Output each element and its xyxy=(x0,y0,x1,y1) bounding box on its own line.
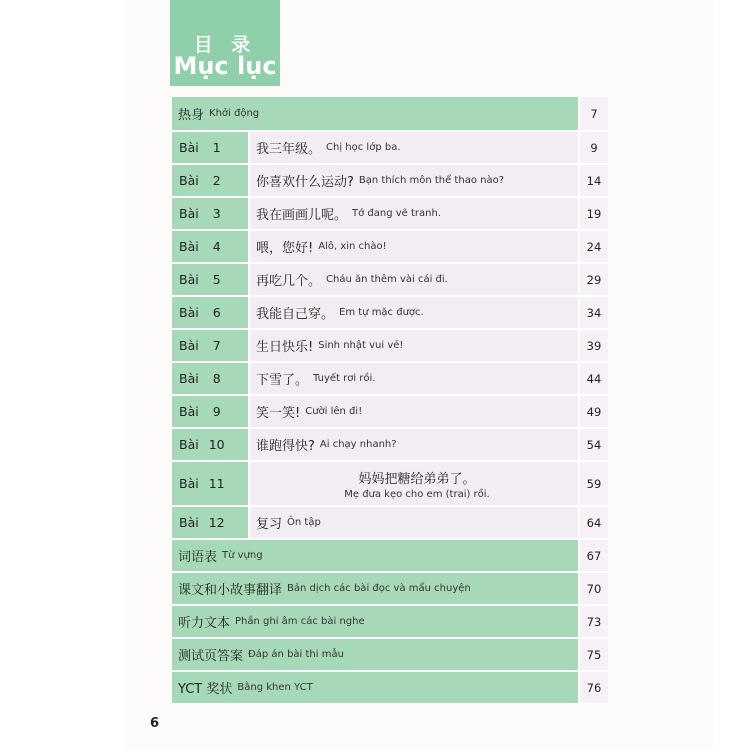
lesson-number: 12 xyxy=(208,515,225,530)
lesson-number: 11 xyxy=(208,476,225,491)
lesson-word: Bài xyxy=(179,239,199,254)
entry-zh: 我在画画儿呢。 xyxy=(256,208,348,223)
lesson-title xyxy=(248,462,578,505)
toc-entry-warmup xyxy=(172,97,578,130)
lesson-label xyxy=(172,330,248,361)
lesson-title xyxy=(248,165,578,196)
lesson-word: Bài xyxy=(179,371,199,386)
appendix-title xyxy=(172,606,578,637)
lesson-title xyxy=(248,264,578,295)
lesson-title xyxy=(248,297,578,328)
lesson-number: 9 xyxy=(212,404,221,419)
entry-vi: Mẹ đưa kẹo cho em (trai) rồi. xyxy=(344,488,490,500)
header-title-vi: Mục lục xyxy=(173,52,277,80)
lesson-number: 10 xyxy=(208,437,225,452)
entry-vi: Đáp án bài thi mẫu xyxy=(248,649,344,660)
page-ref: 7 xyxy=(578,97,608,130)
lesson-title xyxy=(248,132,578,163)
toc-row-translations[interactable] xyxy=(172,573,608,606)
page-ref: 70 xyxy=(578,573,608,604)
page-ref: 73 xyxy=(578,606,608,637)
lesson-label xyxy=(172,396,248,427)
entry-vi: Bản dịch các bài đọc và mẩu chuyện xyxy=(287,583,471,594)
toc-row-test-answers[interactable] xyxy=(172,639,608,672)
lesson-number: 2 xyxy=(212,173,221,188)
toc-row-lesson-1[interactable] xyxy=(172,132,608,165)
page-ref: 9 xyxy=(578,132,608,163)
lesson-label xyxy=(172,507,248,538)
lesson-word: Bài xyxy=(179,173,199,188)
lesson-number: 7 xyxy=(212,338,221,353)
toc-row-lesson-7[interactable] xyxy=(172,330,608,363)
appendix-title xyxy=(172,639,578,670)
lesson-label xyxy=(172,462,248,505)
toc-row-certificate[interactable] xyxy=(172,672,608,705)
table-of-contents xyxy=(172,97,608,705)
lesson-title xyxy=(248,198,578,229)
page-ref: 76 xyxy=(578,672,608,703)
lesson-word: Bài xyxy=(179,437,199,452)
lesson-number: 4 xyxy=(212,239,221,254)
entry-zh: 复习 xyxy=(256,517,283,532)
lesson-number: 1 xyxy=(212,140,221,155)
page-ref: 39 xyxy=(578,330,608,361)
lesson-label xyxy=(172,363,248,394)
page-ref: 29 xyxy=(578,264,608,295)
page-ref: 67 xyxy=(578,540,608,571)
entry-zh: 再吃几个。 xyxy=(256,274,322,289)
entry-zh: 生日快乐! xyxy=(256,340,314,355)
lesson-word: Bài xyxy=(179,338,199,353)
appendix-title xyxy=(172,573,578,604)
lesson-number: 6 xyxy=(212,305,221,320)
entry-vi: Cười lên đi! xyxy=(305,406,363,417)
toc-row-warmup[interactable] xyxy=(172,97,608,132)
page-ref: 14 xyxy=(578,165,608,196)
lesson-number: 3 xyxy=(212,206,221,221)
lesson-label xyxy=(172,165,248,196)
toc-row-lesson-12[interactable] xyxy=(172,507,608,540)
toc-row-lesson-11[interactable] xyxy=(172,462,608,507)
toc-row-lesson-5[interactable] xyxy=(172,264,608,297)
entry-zh: 听力文本 xyxy=(178,616,231,631)
entry-vi: Từ vựng xyxy=(222,550,263,561)
entry-vi: Chị học lớp ba. xyxy=(326,142,401,153)
lesson-number: 8 xyxy=(212,371,221,386)
entry-vi: Cháu ăn thêm vài cái đi. xyxy=(326,274,448,285)
lesson-label xyxy=(172,429,248,460)
toc-row-lesson-3[interactable] xyxy=(172,198,608,231)
page-ref: 19 xyxy=(578,198,608,229)
entry-vi: Tớ đang vẽ tranh. xyxy=(352,208,442,219)
lesson-number: 5 xyxy=(212,272,221,287)
page-ref: 44 xyxy=(578,363,608,394)
entry-zh: 笑一笑! xyxy=(256,406,301,421)
toc-row-lesson-10[interactable] xyxy=(172,429,608,462)
entry-vi: Bằng khen YCT xyxy=(237,682,313,693)
appendix-title xyxy=(172,540,578,571)
entry-zh: 课文和小故事翻译 xyxy=(178,583,283,598)
page-ref: 75 xyxy=(578,639,608,670)
page-ref: 24 xyxy=(578,231,608,262)
toc-row-vocabulary[interactable] xyxy=(172,540,608,573)
lesson-word: Bài xyxy=(179,272,199,287)
entry-vi: Ôn tập xyxy=(287,517,321,528)
entry-vi: Ai chạy nhanh? xyxy=(319,439,397,450)
page-ref: 34 xyxy=(578,297,608,328)
entry-zh: 词语表 xyxy=(178,550,218,565)
toc-row-lesson-6[interactable] xyxy=(172,297,608,330)
lesson-word: Bài xyxy=(179,476,199,491)
toc-header xyxy=(170,0,280,86)
lesson-title xyxy=(248,396,578,427)
entry-zh: 测试页答案 xyxy=(178,649,244,664)
entry-zh: YCT 奖状 xyxy=(178,682,233,697)
entry-vi: Bạn thích môn thể thao nào? xyxy=(358,175,505,186)
lesson-label xyxy=(172,264,248,295)
entry-zh: 我能自己穿。 xyxy=(256,307,335,322)
lesson-word: Bài xyxy=(179,305,199,320)
entry-zh: 下雪了。 xyxy=(256,373,309,388)
entry-vi: Khởi động xyxy=(209,108,260,119)
page-ref: 54 xyxy=(578,429,608,460)
entry-vi: Sinh nhật vui vẻ! xyxy=(318,340,404,351)
entry-vi: Tuyết rơi rồi. xyxy=(313,373,376,384)
lesson-title xyxy=(248,231,578,262)
page-ref: 64 xyxy=(578,507,608,538)
toc-row-lesson-9[interactable] xyxy=(172,396,608,429)
lesson-label xyxy=(172,231,248,262)
lesson-word: Bài xyxy=(179,140,199,155)
entry-zh: 妈妈把糖给弟弟了。 xyxy=(358,471,476,487)
lesson-word: Bài xyxy=(179,404,199,419)
page-ref: 59 xyxy=(578,462,608,505)
lesson-title xyxy=(248,507,578,538)
lesson-title xyxy=(248,363,578,394)
entry-zh: 我三年级。 xyxy=(256,142,322,157)
lesson-word: Bài xyxy=(179,206,199,221)
header-title-zh: 目 录 xyxy=(193,34,257,56)
entry-vi: Alô, xin chào! xyxy=(318,241,387,252)
entry-zh: 你喜欢什么运动? xyxy=(256,175,354,190)
page-ref: 49 xyxy=(578,396,608,427)
entry-zh: 热身 xyxy=(178,108,205,123)
toc-row-listening-scripts[interactable] xyxy=(172,606,608,639)
lesson-title xyxy=(248,429,578,460)
lesson-title xyxy=(248,330,578,361)
page-number: 6 xyxy=(150,716,160,731)
lesson-label xyxy=(172,132,248,163)
entry-zh: 喂，您好! xyxy=(256,241,314,256)
entry-vi: Phần ghi âm các bài nghe xyxy=(235,616,365,627)
toc-row-lesson-2[interactable] xyxy=(172,165,608,198)
entry-zh: 谁跑得快? xyxy=(256,439,315,454)
appendix-title xyxy=(172,672,578,703)
toc-row-lesson-4[interactable] xyxy=(172,231,608,264)
entry-vi: Em tự mặc được. xyxy=(339,307,424,318)
toc-row-lesson-8[interactable] xyxy=(172,363,608,396)
lesson-label xyxy=(172,198,248,229)
lesson-label xyxy=(172,297,248,328)
lesson-word: Bài xyxy=(179,515,199,530)
